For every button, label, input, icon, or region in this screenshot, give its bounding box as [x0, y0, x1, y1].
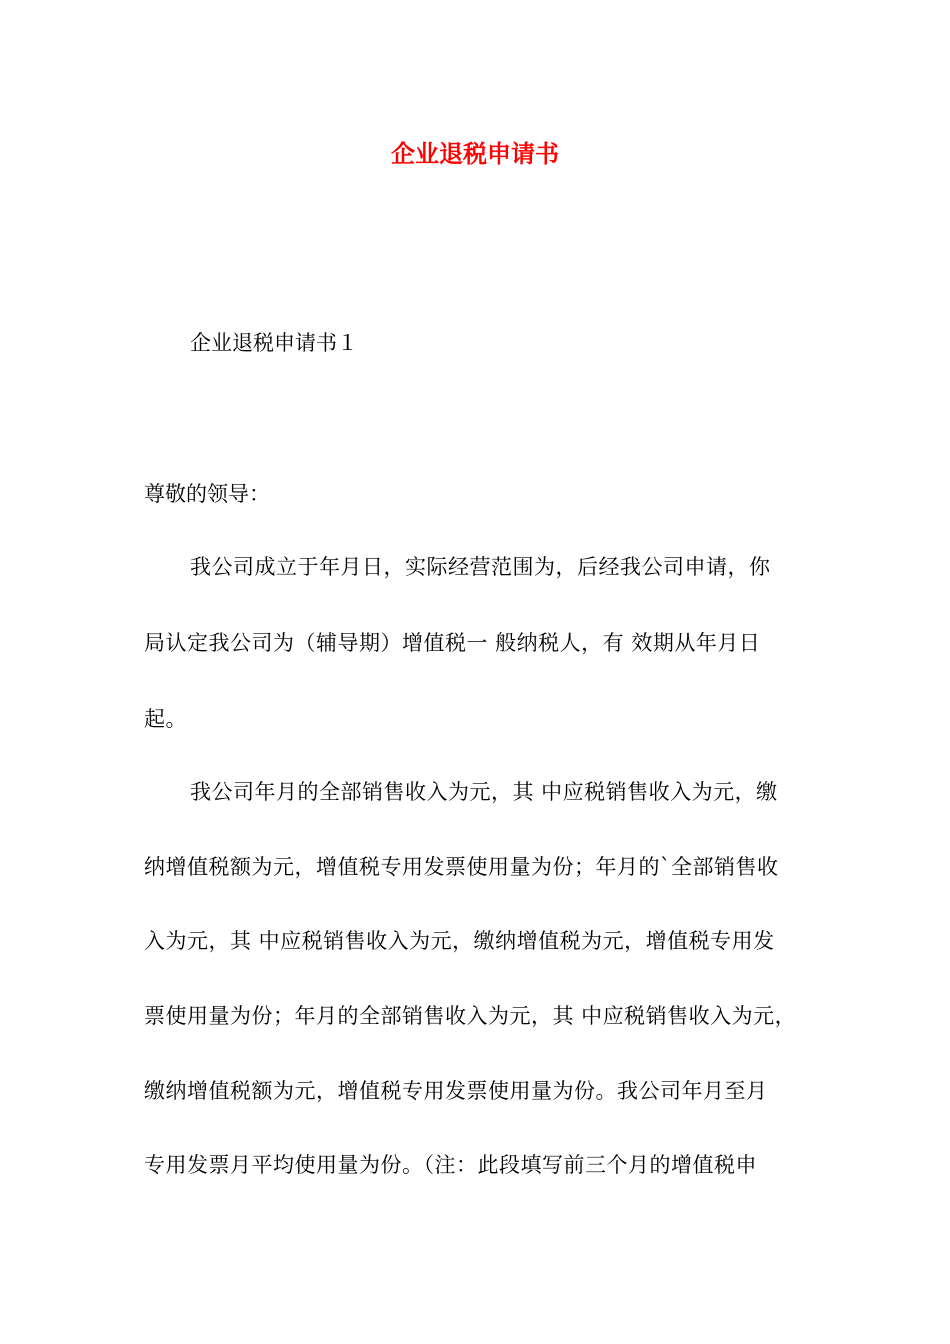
paragraph-line: 我公司成立于年月日，实际经营范围为，后经我公司申请，你 — [190, 555, 771, 579]
paragraph-line: 缴纳增值税额为元，增值税专用发票使用量为份。我公司年月至月 — [144, 1079, 768, 1103]
paragraph-line: 局认定我公司为（辅导期）增值税一 般纳税人，有 效期从年月日 — [144, 631, 761, 655]
salutation: 尊敬的领导： — [144, 482, 270, 506]
paragraph-line: 起。 — [144, 707, 187, 731]
paragraph-line: 我公司年月的全部销售收入为元，其 中应税销售收入为元，缴 — [190, 780, 778, 804]
paragraph-line: 入为元，其 中应税销售收入为元，缴纳增值税为元，增值税专用发 — [144, 929, 775, 953]
paragraph-line: 票使用量为份；年月的全部销售收入为元，其 中应税销售收入为元， — [144, 1004, 797, 1028]
paragraph-line: 纳增值税额为元，增值税专用发票使用量为份；年月的`全部销售收 — [144, 855, 779, 879]
document-title: 企业退税申请书 — [391, 139, 559, 168]
document-subtitle: 企业退税申请书１ — [190, 331, 358, 355]
paragraph-line: 专用发票月平均使用量为份。（注：此段填写前三个月的增值税申 — [144, 1153, 757, 1177]
